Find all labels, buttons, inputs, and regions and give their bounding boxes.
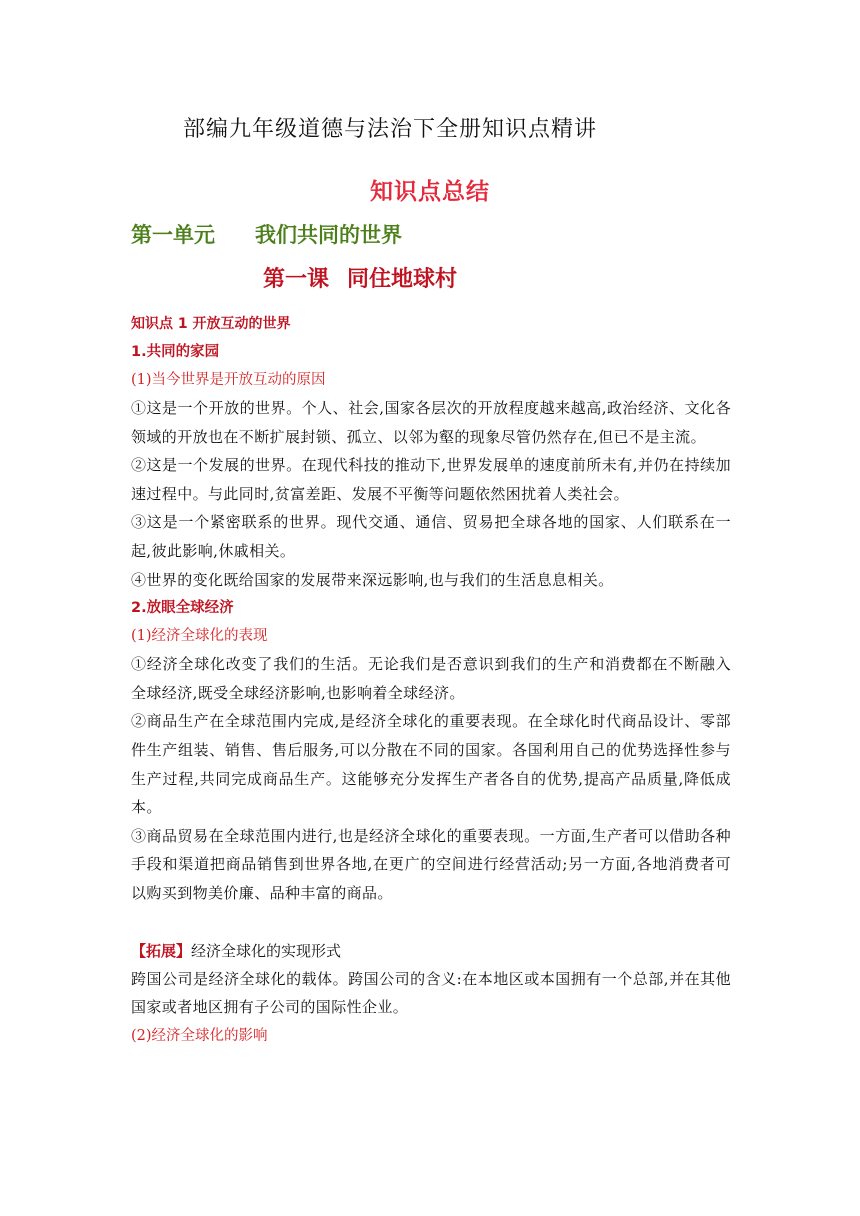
paragraph-globalization-life: ①经济全球化改变了我们的生活。无论我们是否意识到我们的生产和消费都在不断融入全球经济,既受全球经济影响,也影响着全球经济。 <box>131 655 731 702</box>
expansion-heading <box>131 937 731 965</box>
paragraph-global-production: ②商品生产在全球范围内完成,是经济全球化的重要表现。在全球化时代商品设计、零部件生产组装、销售、售后服务,可以分散在不同的国家。各国利用自己的优势选择性参与生产过程,共同完成商品生产。这能够充分发挥生产者各自的优势,提高产品质量,降低成本。 <box>131 712 731 817</box>
document-title: 部编九年级道德与法治下全册知识点精讲 <box>183 117 598 142</box>
paragraph-multinational: 跨国公司是经济全球化的载体。跨国公司的含义:在本地区或本国拥有一个总部,并在其他国家或者地区拥有子公司的国际性企业。 <box>131 969 731 1017</box>
lesson-number: 第一课 <box>263 267 330 292</box>
section-heading-global-economy: 2.放眼全球经济 <box>131 600 234 617</box>
subheading-open-world-reasons: (1)当今世界是开放互动的原因 <box>131 372 326 388</box>
document-body <box>131 310 731 1050</box>
paragraph-world-changes: ④世界的变化既给国家的发展带来深远影响,也与我们的生活息息相关。 <box>131 570 614 589</box>
summary-heading: 知识点总结 <box>370 179 490 205</box>
paragraph-global-trade: ③商品贸易在全球范围内进行,也是经济全球化的重要表现。一方面,生产者可以借助各种手段和渠道把商品销售到世界各地,在更广的空间进行经营活动;另一方面,各地消费者可以购买到物美价廉、品种丰富的商品。 <box>131 826 731 902</box>
unit-heading <box>131 219 402 249</box>
knowledge-point-heading: 知识点 1 开放互动的世界 <box>131 316 291 332</box>
subheading-globalization-impact: (2)经济全球化的影响 <box>131 1027 268 1044</box>
section-heading-common-home: 1.共同的家园 <box>131 344 220 360</box>
lesson-name: 同住地球村 <box>347 267 458 292</box>
paragraph-developing-world: ②这是一个发展的世界。在现代科技的推动下,世界发展单的速度前所未有,并仍在持续加速过程中。与此同时,贫富差距、发展不平衡等问题依然困扰着人类社会。 <box>131 456 731 503</box>
lesson-heading <box>263 262 457 293</box>
unit-name: 我们共同的世界 <box>255 223 402 247</box>
expansion-tag: 【拓展】 <box>131 941 192 960</box>
blank-line <box>131 908 731 937</box>
paragraph-connected-world: ③这是一个紧密联系的世界。现代交通、通信、贸易把全球各地的国家、人们联系在一起,彼此影响,休戚相关。 <box>131 513 731 560</box>
paragraph-open-world: ①这是一个开放的世界。个人、社会,国家各层次的开放程度越来越高,政治经济、文化各领域的开放也在不断扩展封锁、孤立、以邻为壑的现象尽管仍然存在,但已不是主流。 <box>131 399 731 446</box>
subheading-globalization-manifestations: (1)经济全球化的表现 <box>131 628 268 645</box>
expansion-title: 经济全球化的实现形式 <box>191 941 342 960</box>
unit-number: 第一单元 <box>131 223 215 247</box>
